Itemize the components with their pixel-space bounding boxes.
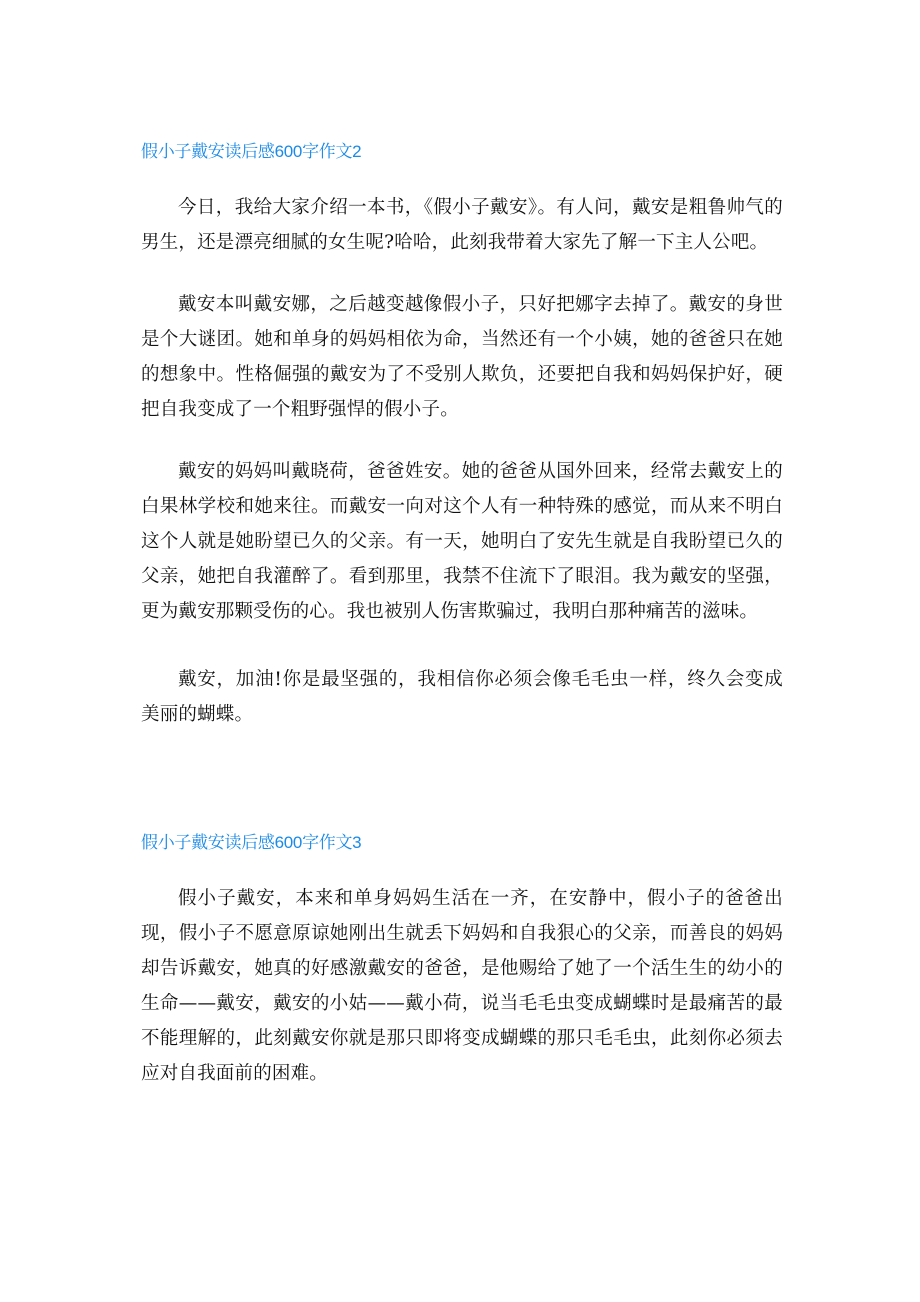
section-title-3: 假小子戴安读后感600字作文3 (141, 833, 362, 852)
paragraph-intro: 今日，我给大家介绍一本书，《假小子戴安》。有人问，戴安是粗鲁帅气的男生，还是漂亮细腻的女生呢?哈哈，此刻我带着大家先了解一下主人公吧。 (141, 197, 783, 253)
paragraph-encouragement: 戴安，加油!你是最坚强的，我相信你必须会像毛毛虫一样，终久会变成美丽的蝴蝶。 (141, 669, 783, 725)
paragraph-summary: 假小子戴安，本来和单身妈妈生活在一齐，在安静中，假小子的爸爸出现，假小子不愿意原谅她刚出生就丢下妈妈和自我狠心的父亲，而善良的妈妈却告诉戴安，她真的好感激戴安的爸爸，是他赐给了她了一个活生生的幼小的生命——戴安，戴安的小姑——戴小荷，说当毛毛虫变成蝴蝶时是最痛苦的最不能理解的，此刻戴安你就是那只即将变成蝴蝶的那只毛毛虫，此刻你必须去应对自我面前的困难。 (141, 888, 783, 1084)
section-title-2: 假小子戴安读后感600字作文2 (141, 142, 362, 161)
paragraph-parents: 戴安的妈妈叫戴晓荷，爸爸姓安。她的爸爸从国外回来，经常去戴安上的白果林学校和她来往。而戴安一向对这个人有一种特殊的感觉，而从来不明白这个人就是她盼望已久的父亲。有一天，她明白了安先生就是自我盼望已久的父亲，她把自我灌醉了。看到那里，我禁不住流下了眼泪。我为戴安的坚强，更为戴安那颗受伤的心。我也被别人伤害欺骗过，我明白那种痛苦的滋味。 (141, 461, 783, 622)
paragraph-background: 戴安本叫戴安娜，之后越变越像假小子，只好把娜字去掉了。戴安的身世是个大谜团。她和单身的妈妈相依为命，当然还有一个小姨，她的爸爸只在她的想象中。性格倔强的戴安为了不受别人欺负，还要把自我和妈妈保护好，硬把自我变成了一个粗野强悍的假小子。 (141, 294, 783, 420)
